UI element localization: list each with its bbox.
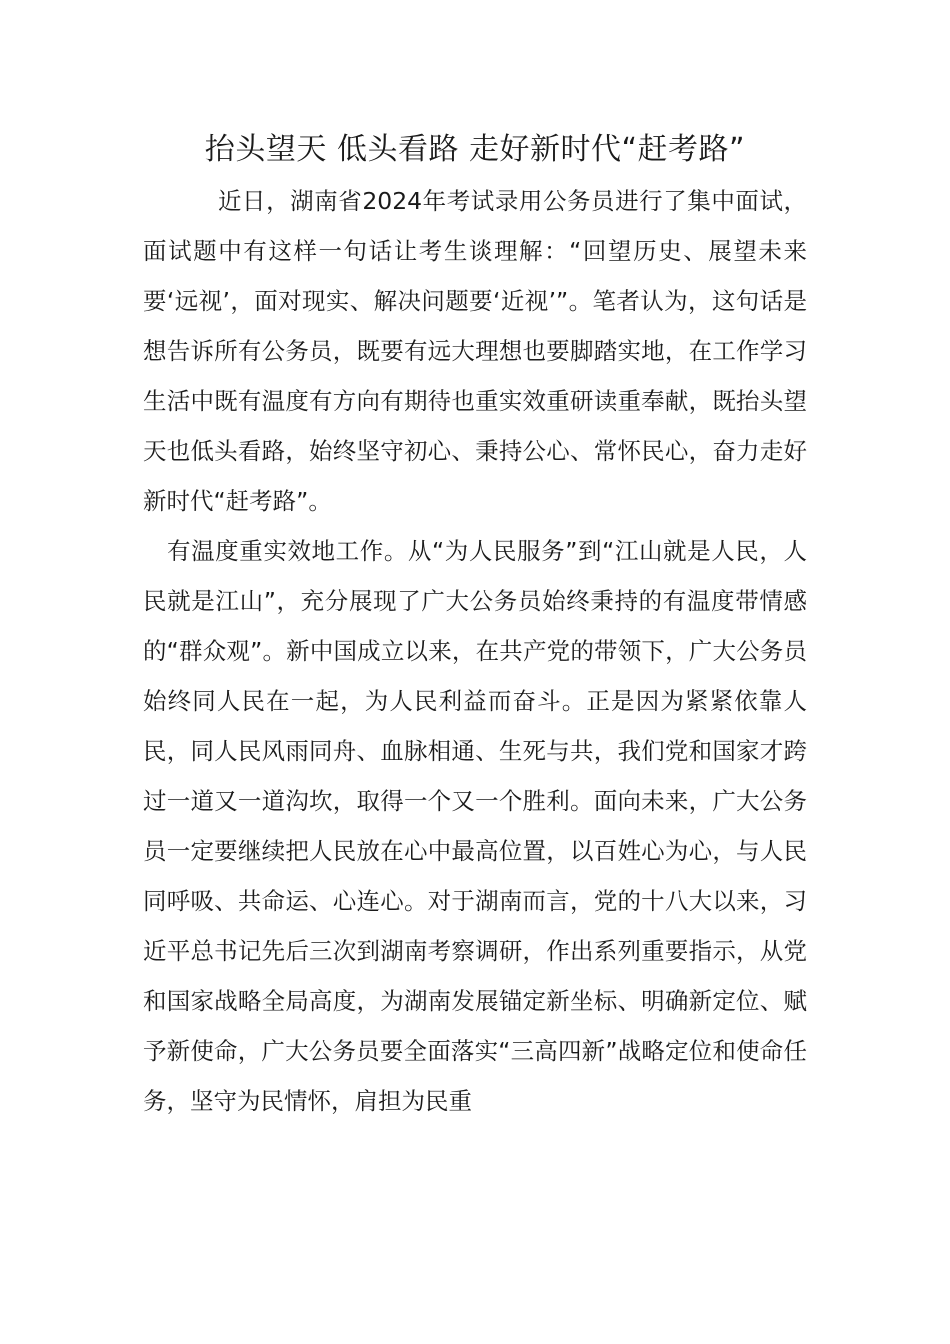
paragraph-intro: 近日，湖南省2024年考试录用公务员进行了集中面试，面试题中有这样一句话让考生谈理解：“回望历史、展望未来要‘远视’，面对现实、解决问题要‘近视’”。笔者认为，这句话是想告诉所有公务员，既要有远大理想也要脚踏实地，在工作学习生活中既有温度有方向有期待也重实效重研读重奉献，既抬头望天也低头看路，始终坚守初心、秉持公心、常怀民心，奋力走好新时代“赶考路”。 [143, 187, 807, 515]
document-body [143, 176, 807, 1126]
document-title: 抬头望天 低头看路 走好新时代“赶考路” [204, 132, 746, 167]
paragraph-work: 有温度重实效地工作。从“为人民服务”到“江山就是人民，人民就是江山”，充分展现了广大公务员始终秉持的有温度带情感的“群众观”。新中国成立以来，在共产党的带领下，广大公务员始终同人民在一起，为人民利益而奋斗。正是因为紧紧依靠人民，同人民风雨同舟、血脉相通、生死与共，我们党和国家才跨过一道又一道沟坎，取得一个又一个胜利。面向未来，广大公务员一定要继续把人民放在心中最高位置，以百姓心为心，与人民同呼吸、共命运、心连心。对于湖南而言，党的十八大以来，习近平总书记先后三次到湖南考察调研，作出系列重要指示，从党和国家战略全局高度，为湖南发展锚定新坐标、明确新定位、赋予新使命，广大公务员要全面落实“三高四新”战略定位和使命任务，坚守为民情怀，肩担为民重 [143, 537, 807, 1115]
